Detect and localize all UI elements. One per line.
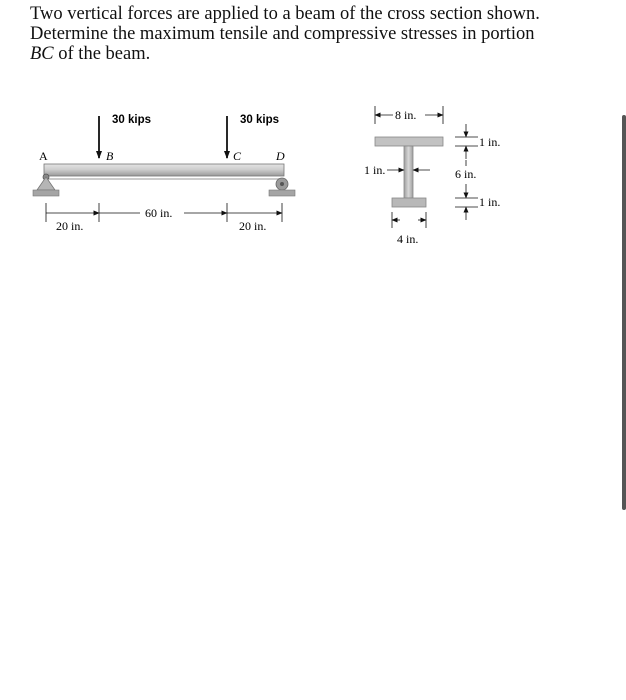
problem-line-2: Determine the maximum tensile and compressive stresses in portion [30,24,535,44]
bottom-flange [392,198,426,207]
label-top-flange-thickness: 1 in. [479,135,501,149]
cross-section [364,106,500,246]
label-web-thickness: 1 in. [364,163,386,177]
dimension-middle: 60 in. [145,206,173,220]
web [404,146,413,198]
load-label-b: 30 kips [112,114,151,126]
portion-label: BC [30,44,54,64]
roller-support-d [269,178,295,196]
label-flange-width: 8 in. [395,108,417,122]
dimension-right: 20 in. [239,219,267,233]
dim-bottom-flange-width [392,212,426,228]
scrollbar[interactable] [622,0,626,700]
dimension-left: 20 in. [56,219,84,233]
scrollbar-thumb[interactable] [622,115,626,510]
point-label-b: B [106,149,114,163]
problem-line-1: Two vertical forces are applied to a beam of the cross section shown. [30,4,540,24]
top-flange [375,137,443,146]
beam [44,164,284,176]
problem-line-3-rest: of the beam. [53,44,151,64]
load-label-c: 30 kips [240,114,279,126]
label-bottom-flange-thickness: 1 in. [479,195,501,209]
point-label-d: D [276,149,285,163]
point-label-c: C [233,149,242,163]
label-web-height: 6 in. [455,167,477,181]
beam-diagram [33,114,295,233]
point-label-a: A [39,149,48,163]
label-bottom-flange-width: 4 in. [397,232,419,246]
pin-support-a [33,174,59,196]
